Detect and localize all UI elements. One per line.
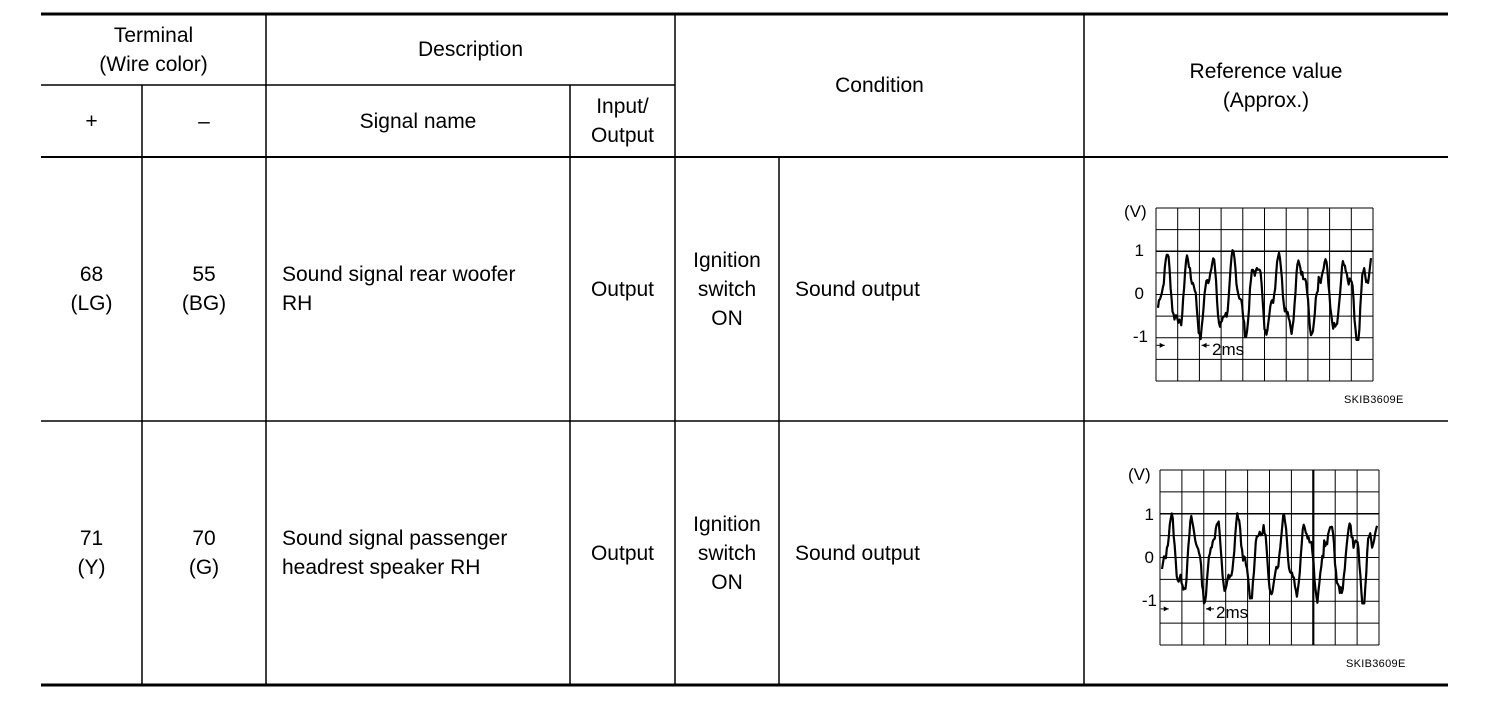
condition-detail: Sound output xyxy=(795,277,920,301)
table-row-2-plus xyxy=(41,421,142,685)
terminal-number: 71 xyxy=(79,527,104,550)
signal-name-header-label: Signal name xyxy=(359,109,477,133)
signal-name-line1: Sound signal rear woofer xyxy=(282,263,516,286)
reference-header xyxy=(1084,14,1448,157)
table-row-2-condition-a xyxy=(675,421,779,685)
figure-code: SKIB3609E xyxy=(1344,394,1404,406)
oscilloscope-figure-2 xyxy=(1120,460,1420,675)
terminal-header xyxy=(41,14,266,85)
minus-header xyxy=(142,85,266,157)
condition-header-label: Condition xyxy=(835,74,924,97)
condition-line3: ON xyxy=(711,570,743,594)
table-row-1-condition-a xyxy=(675,157,779,421)
terminal-header-line1: Terminal xyxy=(113,23,194,47)
condition-line2: switch xyxy=(697,277,757,301)
scope-y-label-1: 1 xyxy=(1134,241,1144,260)
oscilloscope-graph xyxy=(1120,198,1420,413)
oscilloscope-graph xyxy=(1120,460,1420,675)
scope-y-label-0: 0 xyxy=(1134,284,1144,303)
description-header xyxy=(266,14,675,85)
signal-name-line2: headrest speaker RH xyxy=(282,556,481,579)
description-header-label: Description xyxy=(417,38,524,61)
signal-name-header xyxy=(266,85,570,157)
io-value: Output xyxy=(590,541,655,565)
arrow-right-icon xyxy=(1164,606,1169,611)
terminal-number: 70 xyxy=(192,527,216,550)
wire-color: (G) xyxy=(188,556,220,579)
table-row-2-io xyxy=(570,421,675,685)
condition-header xyxy=(675,14,1084,157)
terminal-number: 55 xyxy=(192,263,216,286)
scope-time-label: 2ms xyxy=(1212,340,1245,359)
arrow-left-icon xyxy=(1202,343,1207,348)
reference-header-line2: (Approx.) xyxy=(1222,88,1310,112)
table-row-2-condition-b xyxy=(779,421,1084,685)
wire-color: (BG) xyxy=(181,292,227,315)
condition-line1: Ignition xyxy=(693,512,761,536)
scope-unit-label: (V) xyxy=(1124,202,1147,221)
arrow-right-icon xyxy=(1160,343,1165,348)
signal-name-line1: Sound signal passenger xyxy=(282,527,508,550)
table-row-2-signal-name xyxy=(266,421,570,685)
wire-color: (LG) xyxy=(70,292,113,315)
terminal-header-line2: (Wire color) xyxy=(99,52,208,76)
condition-line2: switch xyxy=(697,541,757,565)
input-output-header-line1: Input/ xyxy=(596,95,649,118)
io-value: Output xyxy=(590,277,655,301)
table-row-1-condition-b xyxy=(779,157,1084,421)
scope-y-label-neg1: -1 xyxy=(1141,591,1157,610)
reference-header-line1: Reference value xyxy=(1189,59,1343,83)
scope-y-label-0: 0 xyxy=(1144,548,1154,567)
condition-line1: Ignition xyxy=(693,248,761,272)
wire-color: (Y) xyxy=(77,556,106,579)
terminal-number: 68 xyxy=(79,263,104,286)
oscilloscope-figure-1 xyxy=(1120,198,1420,413)
signal-name-line2: RH xyxy=(282,292,313,315)
table-row-1-io xyxy=(570,157,675,421)
plus-header xyxy=(41,85,142,157)
condition-line3: ON xyxy=(711,306,743,330)
table-row-2-minus xyxy=(142,421,266,685)
input-output-header xyxy=(570,85,675,157)
figure-code: SKIB3609E xyxy=(1346,658,1406,670)
scope-unit-label: (V) xyxy=(1128,465,1151,484)
scope-y-label-neg1: -1 xyxy=(1132,327,1148,346)
minus-header-label: – xyxy=(198,109,210,133)
arrow-left-icon xyxy=(1206,606,1211,611)
condition-detail: Sound output xyxy=(795,541,920,565)
scope-y-label-1: 1 xyxy=(1144,505,1154,524)
table-row-1-signal-name xyxy=(266,157,570,421)
input-output-header-line2: Output xyxy=(590,124,655,147)
scope-time-label: 2ms xyxy=(1216,603,1249,622)
table-row-1-plus xyxy=(41,157,142,421)
table-row-1-minus xyxy=(142,157,266,421)
plus-header-label: + xyxy=(85,109,98,133)
